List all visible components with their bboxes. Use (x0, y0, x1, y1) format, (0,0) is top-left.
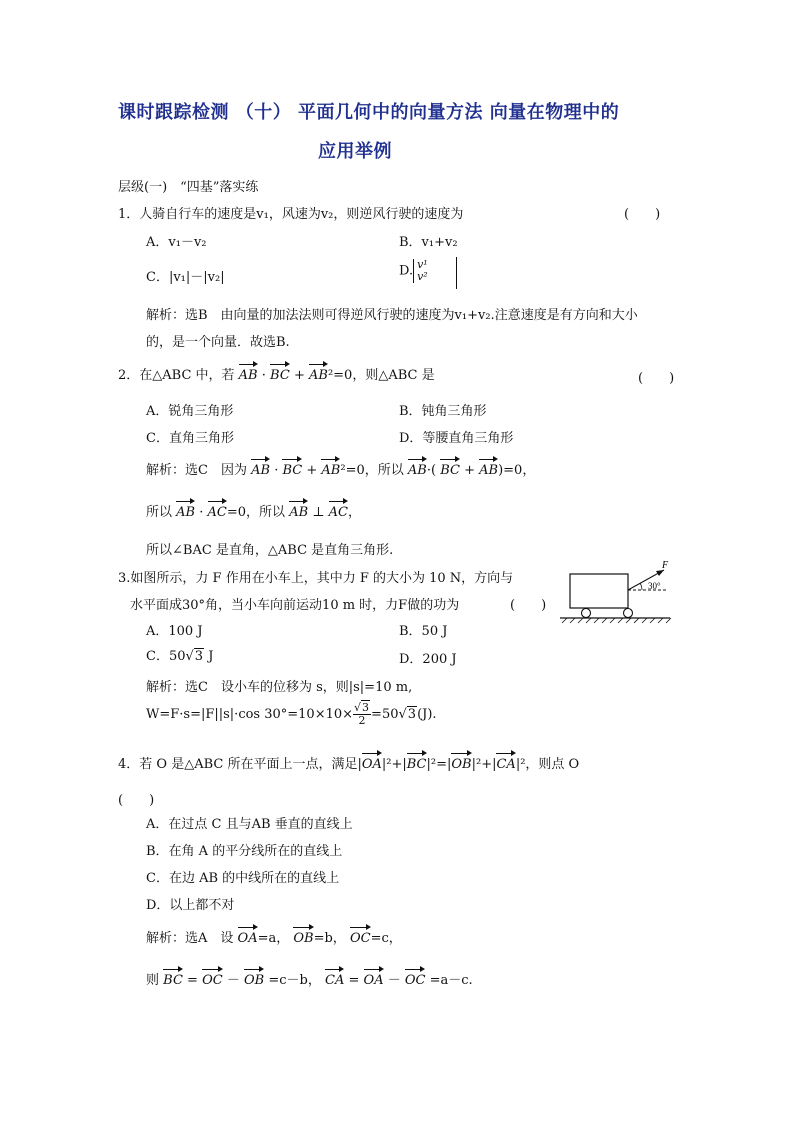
cart-wheel-right (624, 609, 633, 618)
q1-option-d-label: D. (399, 263, 414, 279)
q2-analysis-line3: 所以∠BAC 是直角，△ABC 是直角三角形. (146, 543, 394, 558)
equals-op: = (348, 973, 360, 988)
vector-ab: AB (321, 456, 340, 478)
q2-an1-end: )=0， (498, 463, 536, 478)
vector-ab: AB (251, 456, 270, 478)
vector-bc: BC (282, 456, 302, 478)
vector-bc: BC (163, 966, 183, 988)
q2-analysis-line1 (146, 456, 535, 478)
q3-an2-mid: =50 (371, 707, 399, 722)
sqrt-symbol: √ (398, 707, 407, 722)
q3-an2-root: 3 (407, 707, 417, 722)
q1-option-a: A．v₁－v₂ (146, 235, 207, 250)
question-1-stem: 1．人骑自行车的速度是v₁，风速为v₂，则逆风行驶的速度为 (118, 207, 464, 222)
q1-option-d-fraction (413, 259, 428, 283)
q1-option-b: B．v₁+v₂ (399, 235, 458, 250)
vector-ab: AB (309, 361, 328, 383)
q4-an1-prefix: 解析：选A 设 (146, 931, 234, 946)
vector-bc: BC (270, 361, 290, 383)
level-heading: 层级(一) “四基”落实练 (118, 180, 259, 195)
vector-ob: OB (293, 924, 313, 946)
minus-op: － (387, 973, 401, 988)
question-3-line2: 水平面成30°角，当小车向前运动10 m 时，力F做的功为 (130, 598, 460, 613)
q3-an2-frac-den: 2 (358, 714, 366, 727)
q4-an1-a: =a， (257, 931, 290, 946)
plus-op: + (293, 368, 305, 383)
q4-end: ，则点 O (525, 757, 580, 772)
q4-an2-m2: =a－c. (429, 973, 473, 988)
q4-prefix: 4．若 O 是△ABC 所在平面上一点，满足| (118, 757, 362, 772)
q2-mid: =0，则△ABC 是 (333, 368, 435, 383)
q2-option-a: A．锐角三角形 (146, 404, 234, 419)
page-title-line2: 应用举例 (318, 141, 392, 162)
plus-op: + (464, 463, 475, 478)
q2-option-c: C．直角三角形 (146, 431, 234, 446)
vector-ab: AB (289, 498, 308, 520)
q2-option-b: B．钝角三角形 (399, 404, 487, 419)
q1-analysis-line1: 解析：选B 由向量的加法法则可得逆风行驶的速度为v₁+v₂.注意速度是有方向和大小 (146, 308, 638, 323)
vector-oc: OC (350, 924, 371, 946)
question-3-paren: ( ) (510, 598, 547, 613)
q1-option-d-top: v¹ (417, 258, 428, 271)
q3-option-b: B．50 J (399, 624, 448, 639)
dot-op: · (261, 368, 266, 383)
q1-option-d-bottom: v² (417, 270, 428, 283)
cart-force-figure (556, 560, 684, 630)
dot-op: · (199, 505, 204, 520)
q4-an2-m1: =c－b， (268, 973, 321, 988)
q2-an2-mid: =0，所以 (226, 505, 286, 520)
vector-ab: AB (239, 361, 258, 383)
dot-op: · (274, 463, 279, 478)
abs-square: |² (515, 757, 526, 772)
q4-an2-prefix: 则 (146, 973, 160, 988)
q2-an1-mid: =0，所以 (345, 463, 404, 478)
q2-analysis-line2 (146, 498, 361, 520)
vector-ac: AC (329, 498, 348, 520)
q2-prefix: 2．在△ABC 中，若 (118, 368, 235, 383)
abs-square-plus: |²+| (381, 757, 407, 772)
q3-analysis-line1: 解析：选C 设小车的位移为 s，则|s|=10 m, (146, 680, 413, 695)
vector-ob: OB (451, 750, 471, 772)
vector-ca: CA (325, 966, 344, 988)
q3-option-c-unit: J (204, 649, 214, 664)
cart-body (570, 574, 628, 608)
q3-an2-frac-num: 3 (362, 701, 370, 714)
q3-analysis-line2 (146, 702, 437, 727)
vector-oc: OC (405, 966, 426, 988)
force-label: F (662, 560, 669, 571)
minus-op: － (226, 973, 240, 988)
plus-op: + (306, 463, 318, 478)
q2-an1-prefix: 解析：选C 因为 (146, 463, 247, 478)
q4-an1-b: =b， (313, 931, 346, 946)
q4-option-c: C．在边 AB 的中线所在的直线上 (146, 871, 340, 886)
q3-an2-fraction (353, 702, 371, 727)
vector-oa: OA (362, 750, 382, 772)
square-op: ² (327, 368, 334, 383)
question-1-paren: ( ) (624, 207, 661, 222)
angle-label: 30° (648, 581, 661, 591)
q4-analysis-line1 (146, 924, 402, 946)
angle-arc (640, 583, 642, 590)
q3-an2-prefix: W=F·s=|F||s|·cos 30°=10×10× (146, 707, 354, 722)
abs-square-eq: |²=| (426, 757, 452, 772)
q3-option-c (146, 645, 213, 664)
q3-option-d: D．200 J (399, 652, 457, 667)
vector-oa: OA (364, 966, 384, 988)
page-title: 课时跟踪检测 （十） 平面几何中的向量方法 向量在物理中的 (118, 102, 620, 123)
q2-option-d: D．等腰直角三角形 (399, 431, 514, 446)
q4-an1-c: =c， (370, 931, 402, 946)
q3-option-a: A．100 J (146, 624, 203, 639)
q2-an2-end: ， (348, 505, 362, 520)
cart-wheel-left (582, 609, 591, 618)
q4-option-a: A．在过点 C 且与AB 垂直的直线上 (146, 817, 353, 832)
q3-option-c-prefix: C．50 (146, 649, 186, 664)
question-2-paren: ( ) (638, 371, 675, 386)
q4-analysis-line2 (146, 966, 473, 988)
vector-ab: AB (479, 456, 498, 478)
vector-ab: AB (176, 498, 195, 520)
vector-ob: OB (244, 966, 264, 988)
sqrt-symbol: √ (354, 701, 362, 714)
abs-square-plus: |²+| (471, 757, 497, 772)
perp-op: ⊥ (312, 505, 325, 520)
square-op: ² (340, 463, 346, 478)
vector-bc: BC (407, 750, 427, 772)
q2-an2-prefix: 所以 (146, 505, 173, 520)
q1-option-d-bar (456, 257, 457, 289)
question-4-stem (118, 750, 579, 772)
question-4-paren: ( ) (118, 793, 155, 808)
dot-paren-op: ·( (426, 463, 437, 478)
q3-option-c-root: 3 (194, 649, 204, 664)
vector-bc: BC (440, 456, 460, 478)
q1-option-d (399, 259, 428, 283)
vector-oc: OC (202, 966, 223, 988)
vector-ca: CA (496, 750, 515, 772)
q4-option-b: B．在角 A 的平分线所在的直线上 (146, 844, 343, 859)
vector-ab: AB (408, 456, 427, 478)
q1-analysis-line2: 的，是一个向量．故选B. (146, 335, 290, 350)
question-2-stem (118, 361, 435, 383)
question-3-line1: 3.如图所示，力 F 作用在小车上，其中力 F 的大小为 10 N，方向与 (118, 571, 514, 586)
vector-ac: AC (208, 498, 227, 520)
vector-oa: OA (238, 924, 258, 946)
q1-option-c: C．|v₁|－|v₂| (146, 270, 225, 285)
equals-op: = (187, 973, 198, 988)
ground-hatching (562, 618, 671, 623)
q3-an2-end: (J). (417, 707, 437, 722)
sqrt-symbol: √ (185, 649, 194, 664)
q4-option-d: D．以上都不对 (146, 898, 235, 913)
